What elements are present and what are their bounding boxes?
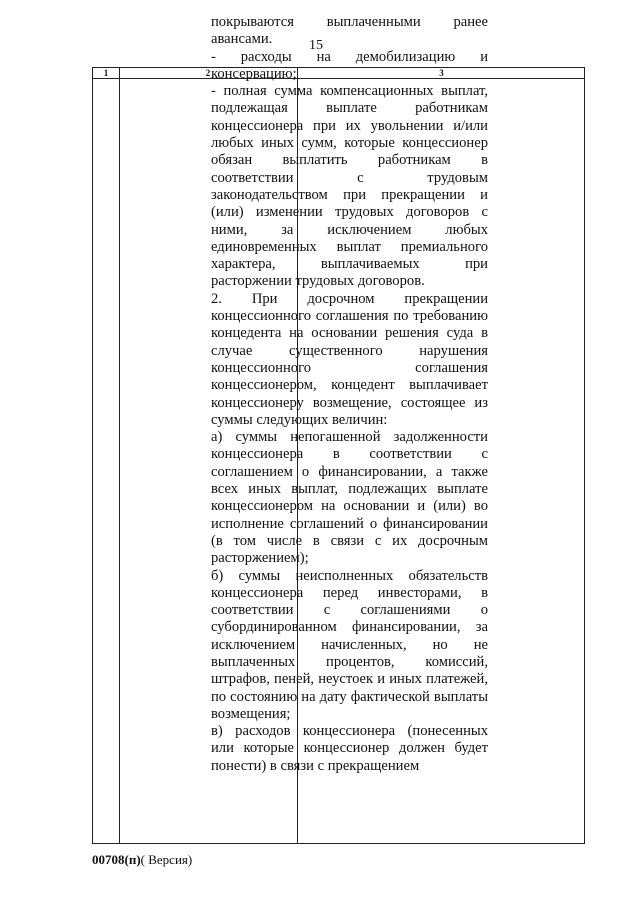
column-header-1: 1 (103, 68, 109, 78)
document-code: 00708(п) (92, 852, 141, 867)
column-header-3: 3 (439, 68, 444, 78)
column-3-text (211, 14, 488, 775)
paragraph-demobilization: - расходы на демобилизацию и консервацию; (211, 48, 488, 82)
paragraph-early-termination: 2. При досрочном прекращении концессионного соглашения по требованию концедента на основании решения суда в случае существенного нарушения концессионного соглашения концессионером, концедент выплачивает концессионеру возмещение, состоящее из суммы следующих величин: (211, 290, 488, 428)
paragraph-advances: покрываются выплаченными ранее авансами. (211, 14, 488, 48)
footer (92, 852, 192, 868)
column-divider-1 (119, 68, 120, 843)
paragraph-compensation: - полная сумма компенсационных выплат, подлежащая выплате работникам концессионера при их увольнении и/или любых иных сумм, которые концессионер обязан выплатить работникам в соответствии с трудовым законодательством при прекращении и (или) изменении трудовых договоров с ними, за исключением любых единовременных выплат премиального характера, выплачиваемых при расторжении трудовых договоров. (211, 83, 488, 290)
document-version: ( Версия) (140, 852, 193, 867)
column-header-2: 2 (205, 68, 211, 78)
page-number: 15 (309, 38, 323, 53)
paragraph-item-v: в) расходов концессионера (понесенных или которые концессионер должен будет понести) в связи с прекращением (211, 723, 488, 774)
paragraph-item-b: б) суммы неисполненных обязательств концессионера перед инвесторами, в соответствии с соглашениями о субординированном финансировании, за исключением начисленных, но не выплаченных процентов, комиссий, штрафов, пеней, неустоек и иных платежей, по состоянию на дату фактической выплаты возмещения; (211, 567, 488, 722)
paragraph-item-a: а) суммы непогашенной задолженности концессионера в соответствии с соглашением о финансировании, а также всех иных выплат, подлежащих выплате концессионером на основании и (или) во исполнение соглашений о финансировании (в том числе в связи с их досрочным расторжением); (211, 429, 488, 567)
